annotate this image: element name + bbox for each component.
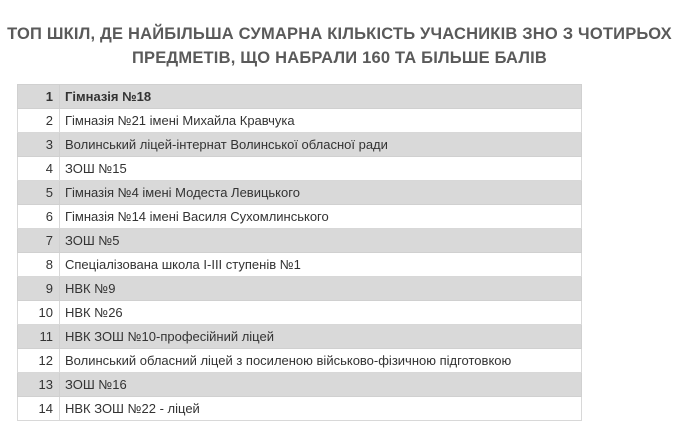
table-row [18,133,582,157]
table-row [18,373,582,397]
school-name-cell: НВК ЗОШ №22 - ліцей [60,397,582,421]
rank-cell: 8 [18,253,60,277]
school-name-cell: Гімназія №21 імені Михайла Кравчука [60,109,582,133]
table-row [18,349,582,373]
table-row [18,253,582,277]
school-name-cell: Гімназія №14 імені Василя Сухомлинського [60,205,582,229]
table-row [18,397,582,421]
table-row [18,109,582,133]
rank-cell: 10 [18,301,60,325]
ranking-table [17,84,582,421]
rank-cell: 2 [18,109,60,133]
rank-cell: 5 [18,181,60,205]
title-line-1: ТОП ШКІЛ, ДЕ НАЙБІЛЬША СУМАРНА КІЛЬКІСТЬ УЧАСНИКІВ ЗНО З ЧОТИРЬОХ [7,25,672,44]
school-name-cell: НВК №26 [60,301,582,325]
rank-cell: 14 [18,397,60,421]
table-row [18,301,582,325]
table-row [18,229,582,253]
rank-cell: 3 [18,133,60,157]
rank-cell: 11 [18,325,60,349]
school-name-cell: Гімназія №4 імені Модеста Левицького [60,181,582,205]
rank-cell: 13 [18,373,60,397]
table-row [18,205,582,229]
rank-cell: 4 [18,157,60,181]
table-row [18,157,582,181]
title-line-2: ПРЕДМЕТІВ, ЩО НАБРАЛИ 160 ТА БІЛЬШЕ БАЛІВ [131,49,548,68]
table-row [18,325,582,349]
school-name-cell: НВК ЗОШ №10-професійний ліцей [60,325,582,349]
school-name-cell: ЗОШ №16 [60,373,582,397]
rank-cell: 12 [18,349,60,373]
school-name-cell: Спеціалізована школа І-ІІІ ступенів №1 [60,253,582,277]
school-name-cell: ЗОШ №5 [60,229,582,253]
page-title [0,22,679,70]
rank-cell: 1 [18,85,60,109]
school-name-cell: Гімназія №18 [60,85,582,109]
school-name-cell: Волинський обласний ліцей з посиленою військово-фізичною підготовкою [60,349,582,373]
school-name-cell: НВК №9 [60,277,582,301]
table-row [18,181,582,205]
school-name-cell: Волинський ліцей-інтернат Волинської обласної ради [60,133,582,157]
table-row [18,85,582,109]
table-row [18,277,582,301]
school-name-cell: ЗОШ №15 [60,157,582,181]
rank-cell: 6 [18,205,60,229]
rank-cell: 9 [18,277,60,301]
rank-cell: 7 [18,229,60,253]
